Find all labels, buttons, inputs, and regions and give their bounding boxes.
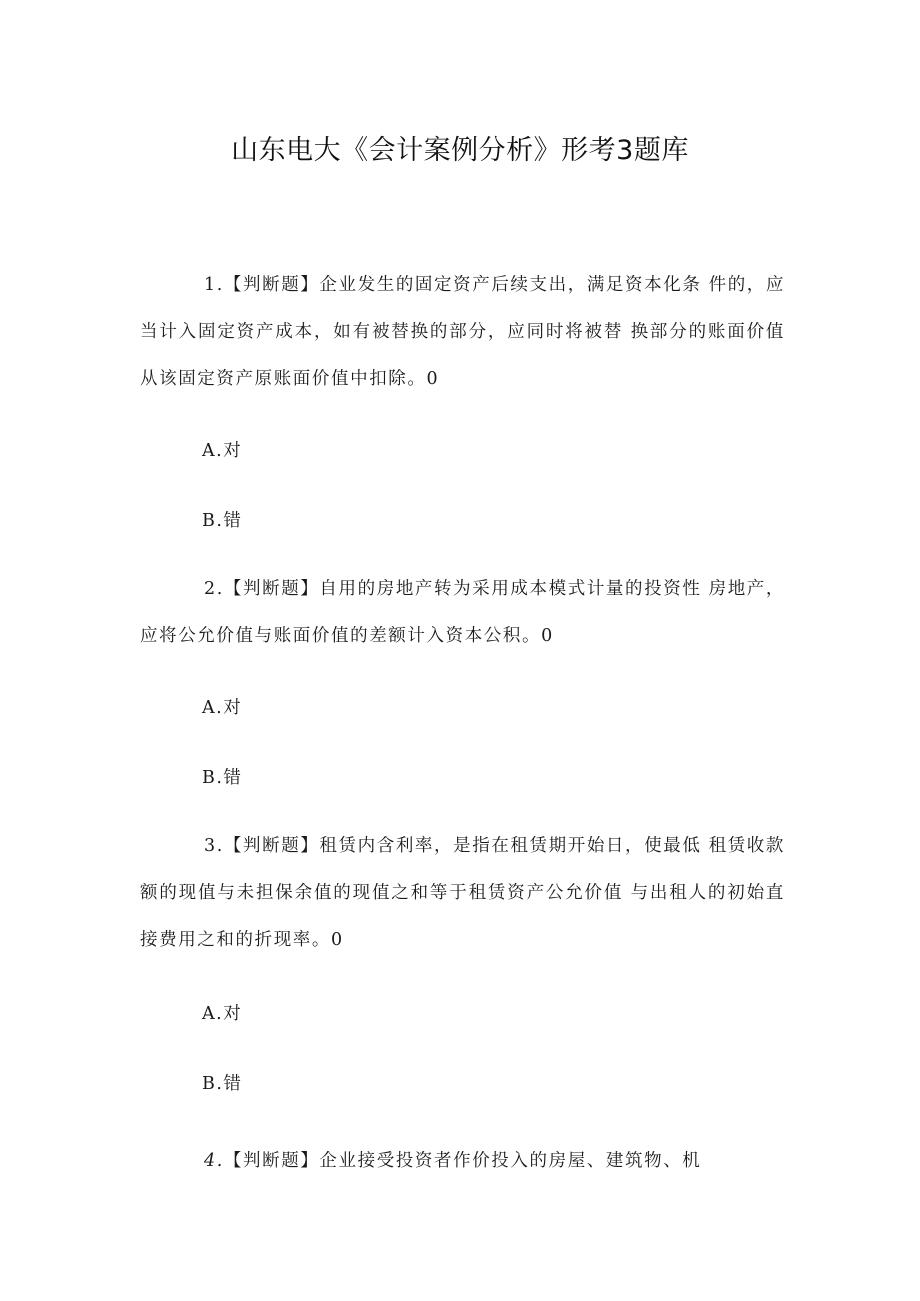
question-3-option-b: B.错 [202, 1074, 243, 1094]
question-number: 2. [204, 579, 224, 599]
question-text: 企业发生的固定资产后续支出，满足资本化条 件的，应当计入固定资产成本，如有被替换的部分，应同时将被替 换部分的账面价值从该固定资产原账面价值中扣除。0 [140, 275, 786, 389]
question-text: 企业接受投资者作价投入的房屋、建筑物、机 [319, 1151, 702, 1171]
question-3 [140, 823, 785, 964]
question-number: 1. [204, 275, 224, 295]
question-tag: 【判断题】 [223, 579, 320, 599]
question-1-option-b: B.错 [202, 511, 243, 531]
document-title: 山东电大《会计案例分析》形考3题库 [231, 135, 689, 166]
question-2 [140, 566, 785, 660]
question-text: 自用的房地产转为采用成本模式计量的投资性 房地产，应将公允价值与账面价值的差额计入资本公积。0 [140, 579, 786, 646]
question-1 [140, 262, 785, 403]
question-1-option-a: A.对 [202, 441, 243, 461]
question-number: 4. [204, 1151, 224, 1171]
question-tag: 【判断题】 [223, 275, 320, 295]
question-2-option-b: B.错 [202, 768, 243, 788]
question-2-option-a: A.对 [202, 698, 243, 718]
question-number: 3. [204, 836, 224, 856]
question-tag: 【判断题】 [223, 836, 320, 856]
question-4 [140, 1138, 785, 1185]
question-tag: 【判断题】 [223, 1151, 320, 1171]
question-text: 租赁内含利率，是指在租赁期开始日，使最低 租赁收款额的现值与未担保余值的现值之和等于租赁资产公允价值 与出租人的初始直接费用之和的折现率。0 [140, 836, 786, 950]
question-3-option-a: A.对 [202, 1004, 243, 1024]
